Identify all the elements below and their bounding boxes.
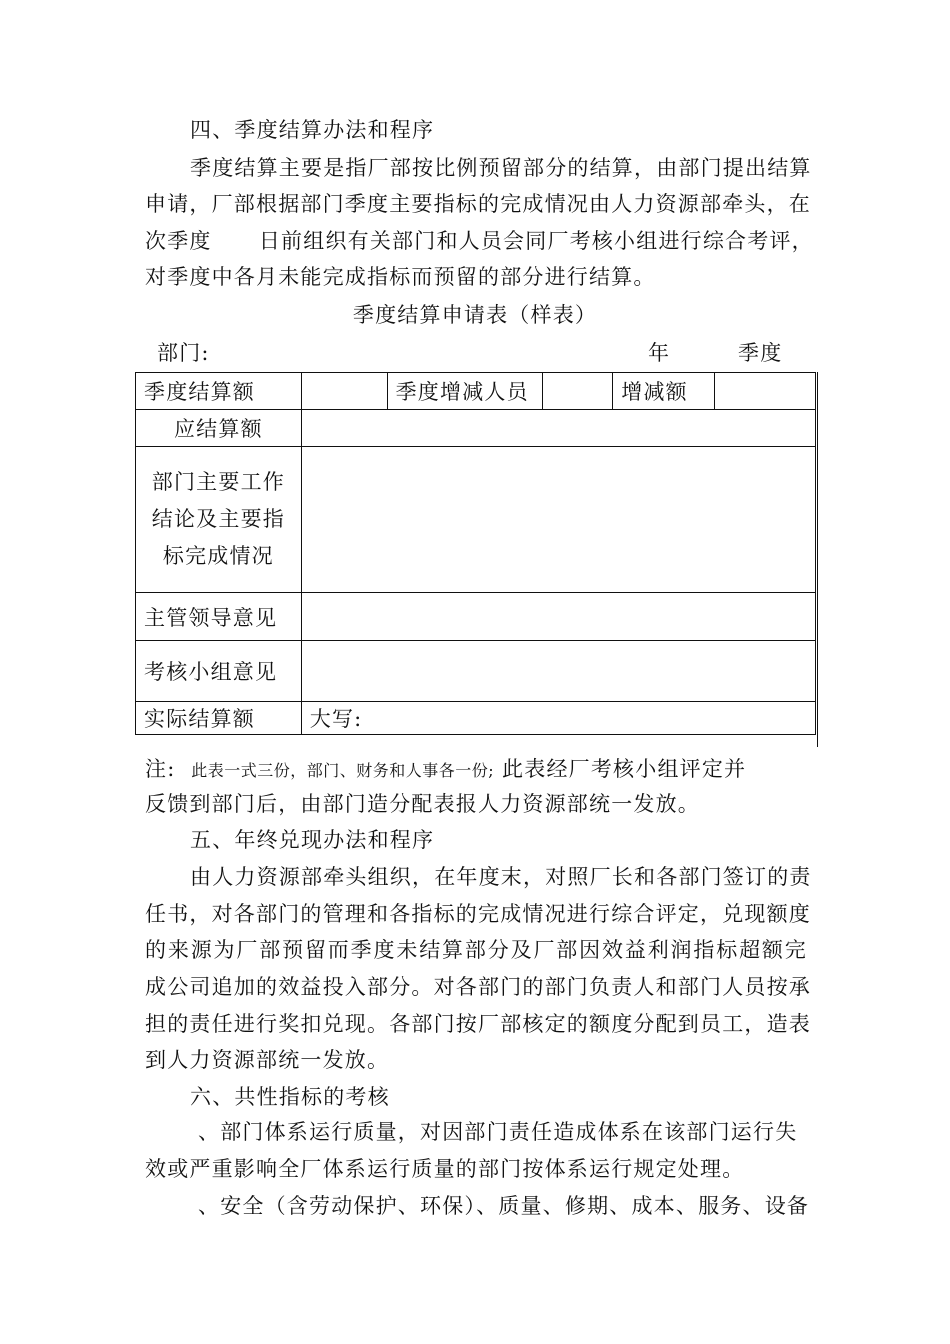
work-conclusion-line-1: 部门主要工作 [151, 470, 285, 494]
note-prefix: 注: [145, 757, 176, 781]
work-conclusion-line-2: 结论及主要指 [151, 507, 285, 531]
form-row-6 [136, 702, 816, 735]
section4-heading: 四、季度结算办法和程序 [190, 118, 435, 142]
note-line-2: 反馈到部门后，由部门造分配表报人力资源部统一发放。 [145, 792, 700, 816]
section6-item1-line-1: 、部门体系运行质量，对因部门责任造成体系在该部门运行失 [198, 1120, 798, 1144]
quarter-label: 季度 [738, 341, 783, 365]
change-amount-label: 增减额 [613, 373, 715, 410]
section5-line-6: 到人力资源部统一发放。 [145, 1048, 390, 1072]
form-row-4 [136, 593, 816, 641]
section5-line-4: 成公司追加的效益投入部分。对各部门的部门负责人和部门人员按承 [145, 975, 811, 999]
change-amount-value[interactable] [715, 373, 816, 410]
section4-line-2: 申请，厂部根据部门季度主要指标的完成情况由人力资源部牵头，在 [145, 192, 811, 216]
section4-line-3: 次季度 日前组织有关部门和人员会同厂考核小组进行综合考评， [145, 229, 814, 253]
uppercase-label: 大写: [309, 707, 363, 731]
work-conclusion-label [136, 447, 302, 593]
form-row-2 [136, 410, 816, 447]
quarter-amount-value[interactable] [301, 373, 387, 410]
table-outer-border [817, 372, 818, 747]
section4-line-4: 对季度中各月未能完成指标而预留的部分进行结算。 [145, 265, 656, 289]
form-row-3 [136, 447, 816, 593]
staff-change-value[interactable] [543, 373, 613, 410]
settlement-form-table [135, 372, 816, 735]
form-row-5 [136, 641, 816, 702]
staff-change-label: 季度增减人员 [387, 373, 543, 410]
note-line-1 [145, 751, 746, 789]
section5-line-2: 任书，对各部门的管理和各指标的完成情况进行综合评定，兑现额度 [145, 902, 811, 926]
form-title: 季度结算申请表（样表） [352, 303, 598, 327]
section5-line-5: 担的责任进行奖扣兑现。各部门按厂部核定的额度分配到员工，造表 [145, 1012, 811, 1036]
leader-opinion-label: 主管领导意见 [136, 593, 302, 641]
quarter-amount-label: 季度结算额 [136, 373, 302, 410]
due-amount-label: 应结算额 [136, 410, 302, 447]
work-conclusion-line-3: 标完成情况 [162, 544, 274, 568]
section6-heading: 六、共性指标的考核 [190, 1085, 390, 1109]
uppercase-amount-field[interactable] [301, 702, 815, 735]
section5-line-3: 的来源为厂部预留而季度未结算部分及厂部因效益利润指标超额完 [145, 938, 807, 962]
form-row-1 [136, 373, 816, 410]
leader-opinion-value[interactable] [301, 593, 815, 641]
section5-line-1: 由人力资源部牵头组织，在年度末，对照厂长和各部门签订的责 [190, 865, 812, 889]
dept-label: 部门: [157, 341, 210, 365]
note-rest: 此表经厂考核小组评定并 [502, 757, 747, 781]
actual-amount-label: 实际结算额 [136, 702, 302, 735]
section5-heading: 五、年终兑现办法和程序 [190, 828, 435, 852]
note-small-text: 此表一式三份，部门、财务和人事各一份; [191, 761, 495, 780]
section6-item2-line-1: 、安全（含劳动保护、环保）、质量、修期、成本、服务、设备 [198, 1194, 810, 1218]
due-amount-value[interactable] [301, 410, 815, 447]
section4-line-1: 季度结算主要是指厂部按比例预留部分的结算，由部门提出结算 [190, 156, 812, 180]
section6-item1-line-2: 效或严重影响全厂体系运行质量的部门按体系运行规定处理。 [145, 1157, 745, 1181]
team-opinion-value[interactable] [301, 641, 815, 702]
work-conclusion-value[interactable] [301, 447, 815, 593]
team-opinion-label: 考核小组意见 [136, 641, 302, 702]
year-label: 年 [648, 341, 671, 365]
